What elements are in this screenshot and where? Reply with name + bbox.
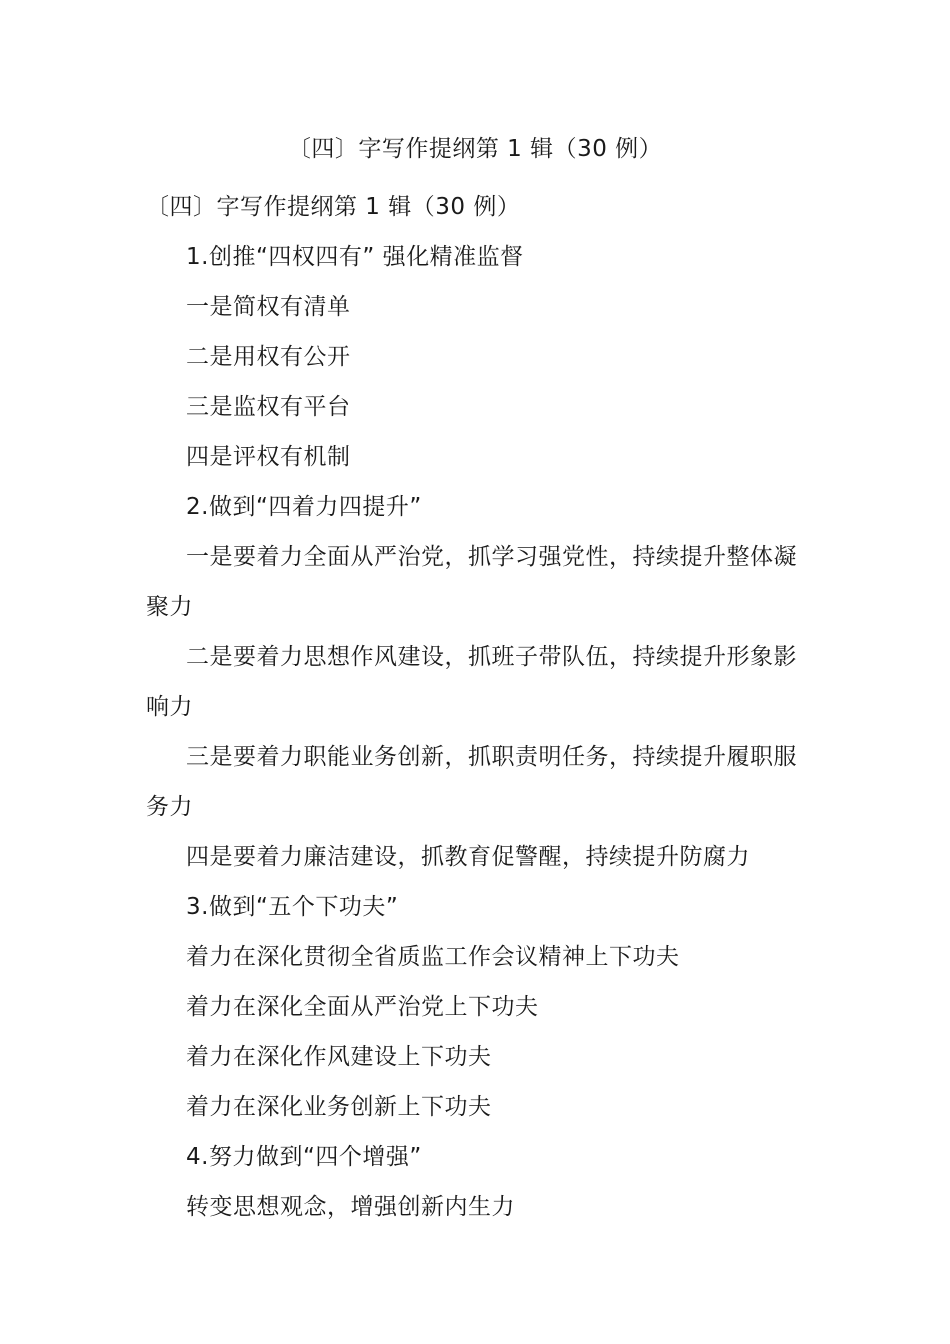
list-item: 着力在深化业务创新上下功夫 (186, 1094, 492, 1120)
section-heading-2: 2.做到“四着力四提升” (186, 494, 422, 520)
section-heading-3: 3.做到“五个下功夫” (186, 894, 399, 920)
list-item: 着力在深化作风建设上下功夫 (186, 1044, 492, 1070)
section-heading-1: 1.创推“四权四有” 强化精准监督 (186, 244, 524, 270)
list-item: 四是要着力廉洁建设，抓教育促警醒，持续提升防腐力 (186, 844, 750, 870)
paragraph-item: 三是要着力职能业务创新，抓职责明任务，持续提升履职服务力 (146, 744, 797, 820)
list-item: 转变思想观念，增强创新内生力 (186, 1194, 515, 1220)
list-item: 着力在深化全面从严治党上下功夫 (186, 994, 539, 1020)
paragraph-item: 一是要着力全面从严治党，抓学习强党性，持续提升整体凝聚力 (146, 544, 797, 620)
list-item: 着力在深化贯彻全省质监工作会议精神上下功夫 (186, 944, 680, 970)
section-heading-4: 4.努力做到“四个增强” (186, 1144, 422, 1170)
document-title: 〔四〕字写作提纲第 1 辑（30 例） (287, 136, 663, 162)
list-item: 四是评权有机制 (186, 444, 351, 470)
paragraph-item: 二是要着力思想作风建设，抓班子带队伍，持续提升形象影响力 (146, 644, 797, 720)
list-item: 二是用权有公开 (186, 344, 351, 370)
document-body (146, 182, 816, 1232)
subtitle-line: 〔四〕字写作提纲第 1 辑（30 例） (146, 194, 521, 220)
list-item: 三是监权有平台 (186, 394, 351, 420)
list-item: 一是简权有清单 (186, 294, 351, 320)
